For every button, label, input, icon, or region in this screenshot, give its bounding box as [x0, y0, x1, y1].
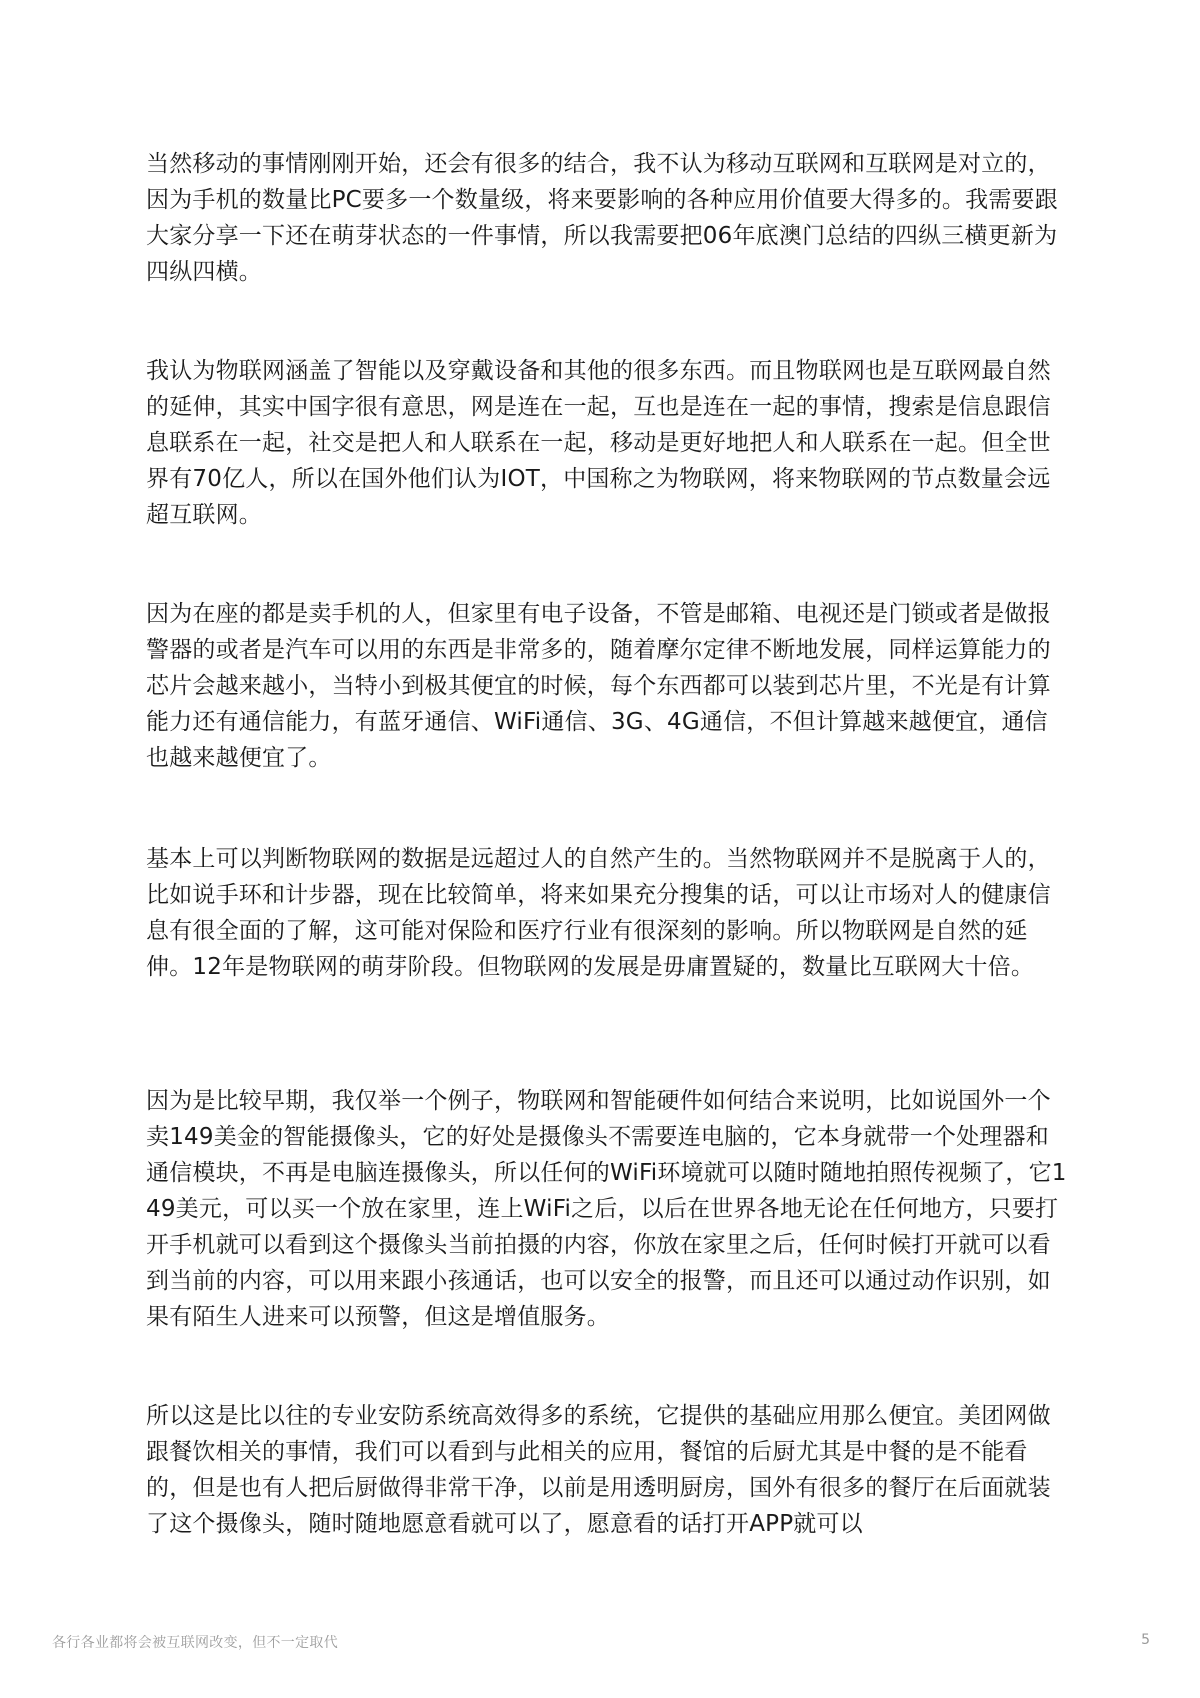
body-paragraph: 基本上可以判断物联网的数据是远超过人的自然产生的。当然物联网并不是脱离于人的，比如说手环和计步器，现在比较简单，将来如果充分搜集的话，可以让市场对人的健康信息有很全面的了解，这可能对保险和医疗行业有很深刻的影响。所以物联网是自然的延伸。12年是物联网的萌芽阶段。但物联网的发展是毋庸置疑的，数量比互联网大十倍。: [146, 846, 1051, 980]
body-paragraph: 我认为物联网涵盖了智能以及穿戴设备和其他的很多东西。而且物联网也是互联网最自然的延伸，其实中国字很有意思，网是连在一起，互也是连在一起的事情，搜索是信息跟信息联系在一起，社交是把人和人联系在一起，移动是更好地把人和人联系在一起。但全世界有70亿人，所以在国外他们认为IOT，中国称之为物联网，将来物联网的节点数量会远超互联网。: [146, 358, 1051, 528]
footer-document-title: 各行各业都将会被互联网改变，但不一定取代: [52, 1635, 338, 1651]
page-number: 5: [1141, 1632, 1150, 1648]
body-paragraph: 因为在座的都是卖手机的人，但家里有电子设备，不管是邮箱、电视还是门锁或者是做报警器的或者是汽车可以用的东西是非常多的，随着摩尔定律不断地发展，同样运算能力的芯片会越来越小，当特小到极其便宜的时候，每个东西都可以装到芯片里，不光是有计算能力还有通信能力，有蓝牙通信、WiFi通信、3G、4G通信，不但计算越来越便宜，通信也越来越便宜了。: [146, 601, 1051, 771]
body-paragraph: 所以这是比以往的专业安防系统高效得多的系统，它提供的基础应用那么便宜。美团网做跟餐饮相关的事情，我们可以看到与此相关的应用，餐馆的后厨尤其是中餐的是不能看的，但是也有人把后厨做得非常干净，以前是用透明厨房，国外有很多的餐厅在后面就装了这个摄像头，随时随地愿意看就可以了，愿意看的话打开APP就可以: [146, 1403, 1051, 1537]
body-paragraph: 因为是比较早期，我仅举一个例子，物联网和智能硬件如何结合来说明，比如说国外一个卖149美金的智能摄像头，它的好处是摄像头不需要连电脑的，它本身就带一个处理器和通信模块，不再是电脑连摄像头，所以任何的WiFi环境就可以随时随地拍照传视频了，它149美元，可以买一个放在家里，连上WiFi之后，以后在世界各地无论在任何地方，只要打开手机就可以看到这个摄像头当前拍摄的内容，你放在家里之后，任何时候打开就可以看到当前的内容，可以用来跟小孩通话，也可以安全的报警，而且还可以通过动作识别，如果有陌生人进来可以预警，但这是增值服务。: [146, 1088, 1067, 1330]
body-paragraph: 当然移动的事情刚刚开始，还会有很多的结合，我不认为移动互联网和互联网是对立的，因为手机的数量比PC要多一个数量级，将来要影响的各种应用价值要大得多的。我需要跟大家分享一下还在萌芽状态的一件事情，所以我需要把06年底澳门总结的四纵三横更新为四纵四横。: [146, 151, 1058, 285]
